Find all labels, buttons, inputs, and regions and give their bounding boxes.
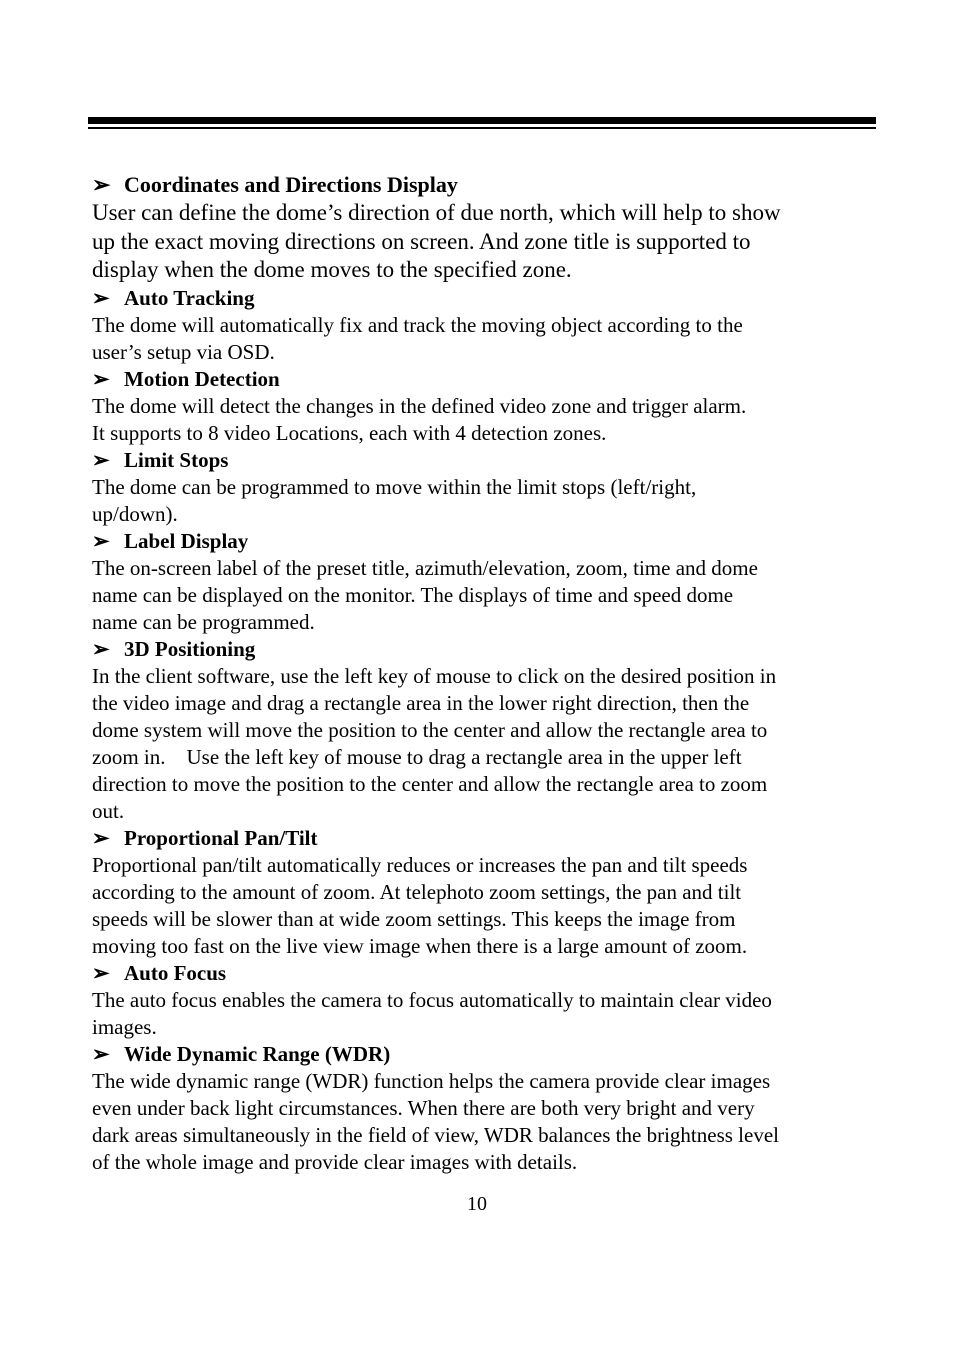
arrow-bullet-icon: ➢ xyxy=(92,448,110,473)
arrow-bullet-icon: ➢ xyxy=(92,961,110,986)
section-body-line: user’s setup via OSD. xyxy=(92,340,275,365)
section-title: Limit Stops xyxy=(124,448,229,473)
section-body-line: In the client software, use the left key of mouse to click on the desired position in xyxy=(92,664,777,689)
section-body-line: The wide dynamic range (WDR) function helps the camera provide clear images xyxy=(92,1069,771,1094)
section-title: Auto Focus xyxy=(124,961,227,986)
section-body-line: The dome can be programmed to move within the limit stops (left/right, xyxy=(92,475,697,500)
section-body-line: name can be programmed. xyxy=(92,610,315,635)
section-heading xyxy=(92,960,867,987)
section-body-line: dome system will move the position to the center and allow the rectangle area to xyxy=(92,718,768,743)
section xyxy=(92,170,867,285)
arrow-bullet-icon: ➢ xyxy=(92,367,110,392)
section-body-line: name can be displayed on the monitor. The displays of time and speed dome xyxy=(92,583,734,608)
section xyxy=(92,366,867,447)
section-body-line: The on-screen label of the preset title, azimuth/elevation, zoom, time and dome xyxy=(92,556,758,581)
page-number: 10 xyxy=(467,1193,487,1215)
arrow-bullet-icon: ➢ xyxy=(92,529,110,554)
section-body-line: out. xyxy=(92,799,125,824)
section-title: Auto Tracking xyxy=(124,286,255,311)
section-body-line: User can define the dome’s direction of due north, which will help to show xyxy=(92,200,781,225)
section-title: Motion Detection xyxy=(124,367,280,392)
section-heading xyxy=(92,636,867,663)
section-title: Proportional Pan/Tilt xyxy=(124,826,318,851)
arrow-bullet-icon: ➢ xyxy=(92,286,110,311)
section xyxy=(92,636,867,825)
section-heading xyxy=(92,447,867,474)
section-heading xyxy=(92,285,867,312)
arrow-bullet-icon: ➢ xyxy=(92,826,110,851)
section xyxy=(92,285,867,366)
section xyxy=(92,960,867,1041)
section xyxy=(92,447,867,528)
arrow-bullet-icon: ➢ xyxy=(92,637,110,662)
header-rule-thin xyxy=(88,127,876,129)
section-body-line: display when the dome moves to the specified zone. xyxy=(92,257,572,283)
section-body-line: speeds will be slower than at wide zoom settings. This keeps the image from xyxy=(92,907,736,932)
section-body-line: direction to move the position to the center and allow the rectangle area to zoom xyxy=(92,772,768,797)
section-body-line: It supports to 8 video Locations, each with 4 detection zones. xyxy=(92,421,607,446)
section-heading xyxy=(92,1041,867,1068)
section-body-line: zoom in. Use the left key of mouse to drag a rectangle area in the upper left xyxy=(92,745,742,770)
section xyxy=(92,528,867,636)
section-body-line: moving too fast on the live view image when there is a large amount of zoom. xyxy=(92,934,748,959)
section-body-line: according to the amount of zoom. At telephoto zoom settings, the pan and tilt xyxy=(92,880,742,905)
header-rule-thick xyxy=(88,117,876,124)
section-body-line: up the exact moving directions on screen. And zone title is supported to xyxy=(92,228,751,254)
section-body-line: Proportional pan/tilt automatically reduces or increases the pan and tilt speeds xyxy=(92,853,748,878)
section-body-line: the video image and drag a rectangle area in the lower right direction, then the xyxy=(92,691,750,716)
section-body-line: The dome will detect the changes in the defined video zone and trigger alarm. xyxy=(92,394,747,419)
section-heading xyxy=(92,825,867,852)
arrow-bullet-icon: ➢ xyxy=(92,172,111,197)
section-title: Coordinates and Directions Display xyxy=(124,172,458,197)
page-content xyxy=(92,170,867,1176)
arrow-bullet-icon: ➢ xyxy=(92,1042,110,1067)
section-body-line: images. xyxy=(92,1015,157,1040)
section-heading xyxy=(92,170,867,199)
section-body-line: The dome will automatically fix and track the moving object according to the xyxy=(92,313,743,338)
section xyxy=(92,1041,867,1176)
section-body-line: of the whole image and provide clear images with details. xyxy=(92,1150,578,1175)
section-heading xyxy=(92,528,867,555)
section-title: Wide Dynamic Range (WDR) xyxy=(124,1042,391,1067)
section-body-line: dark areas simultaneously in the field of view, WDR balances the brightness level xyxy=(92,1123,779,1148)
section-title: Label Display xyxy=(124,529,249,554)
section-body-line: The auto focus enables the camera to focus automatically to maintain clear video xyxy=(92,988,772,1013)
section-body-line: up/down). xyxy=(92,502,178,527)
section-heading xyxy=(92,366,867,393)
section xyxy=(92,825,867,960)
section-title: 3D Positioning xyxy=(124,637,256,662)
section-body-line: even under back light circumstances. When there are both very bright and very xyxy=(92,1096,755,1121)
